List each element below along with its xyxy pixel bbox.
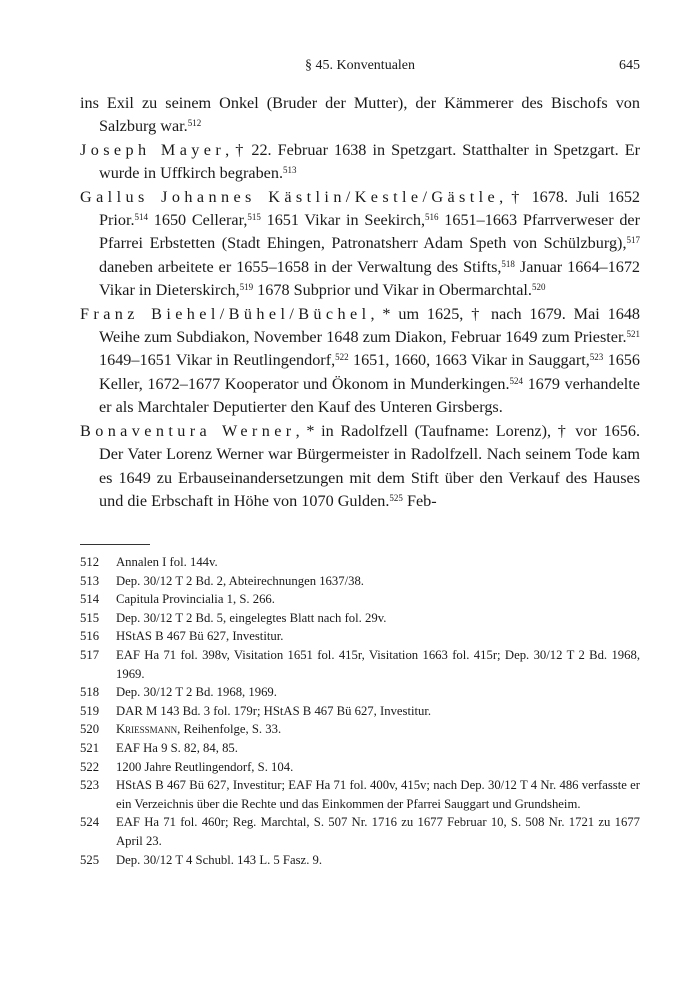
footnote-ref: 515 (247, 212, 261, 223)
footnote (80, 739, 640, 758)
person-name: Joseph Mayer (80, 140, 226, 159)
footnote-text: Dep. 30/12 T 2 Bd. 5, eingelegtes Blatt nach fol. 29v. (116, 610, 387, 625)
footnote (80, 627, 640, 646)
entry-joseph-mayer: Joseph Mayer, † 22. Februar 1638 in Spetzgart. Statthalter in Spetzgart. Er wurde in Uffkirch begraben.$^{513}$ (80, 140, 640, 183)
footnote-text: EAF Ha 71 fol. 460r; Reg. Marchtal, S. 507 Nr. 1716 zu 1677 Februar 10, S. 508 Nr. 1721 zu 1677 April 23. (116, 815, 640, 848)
entry-gallus-kaestlin: Gallus Johannes Kästlin/Kestle/Gästle, † 1678. Juli 1652 Prior.$^{514}$ 1650 Cellerar,$^{515}$ 1651 Vikar in Seekirch,$^{516}$ 1651–1663 Pfarrverweser der Pfarrei Erbstetten (Stadt Ehingen, Patronatsherr Adam Speth von Schülzburg),$^{517}$ daneben arbeitete er 1655–1658 in der Verwaltung des Stifts,$^{518}$ Januar 1664–1672 Vikar in Dieterskirch,$^{519}$ 1678 Subprior und Vikar in Obermarchtal.$^{520}$ (80, 187, 641, 300)
footnote-text: Dep. 30/12 T 2 Bd. 1968, 1969. (116, 685, 277, 700)
footnote (80, 776, 640, 813)
footnote-text: HStAS B 467 Bü 627, Investitur. (116, 629, 284, 644)
footnote-ref: 519 (239, 282, 254, 293)
footnote-text: Annalen I fol. 144v. (116, 555, 218, 569)
main-text (80, 92, 640, 513)
footnote-ref: 516 (425, 212, 439, 223)
footnote-ref: 523 (589, 352, 604, 363)
footnote-number: 524 (80, 815, 100, 830)
footnote-text: 1200 Jahre Reutlingendorf, S. 104. (116, 759, 294, 774)
footnote (80, 590, 640, 609)
footnote-number: 515 (80, 610, 100, 625)
footnote-text: Dep. 30/12 T 4 Schubl. 143 L. 5 Fasz. 9. (116, 852, 323, 867)
footnote (80, 553, 640, 572)
footnote-number: 516 (80, 629, 100, 644)
footnote-ref: 521 (626, 329, 640, 340)
footnote (80, 609, 640, 628)
footnote-ref: 513 (283, 165, 297, 176)
footnote-text: Capitula Provincialia 1, S. 266. (116, 592, 275, 607)
entry-franz-biehel: Franz Biehel/Bühel/Büchel, * um 1625, † nach 1679. Mai 1648 Weihe zum Subdiakon, November 1648 zum Diakon, Februar 1649 zum Priester.$^{521}$ 1649–1651 Vikar in Reutlingendorf,$^{522}$ 1651, 1660, 1663 Vikar in Sauggart,$^{523}$ 1656 Keller, 1672–1677 Kooperator und Ökonom in Munderkingen.$^{524}$ 1679 verhandelte er als Marchtaler Deputierter den Kauf des Unteren Girsbergs. (80, 304, 641, 417)
footnote-text: Dep. 30/12 T 2 Bd. 2, Abteirechnungen 1637/38. (116, 573, 364, 588)
footnote-number: 518 (80, 685, 100, 700)
footnote (80, 702, 640, 721)
footnote-ref: 512 (187, 118, 202, 129)
person-name: Bonaventura Werner (80, 421, 296, 440)
entry-bonaventura-werner: Bonaventura Werner, * in Radolfzell (Taufname: Lorenz), † vor 1656. Der Vater Lorenz Werner war Bürgermeister in Radolfzell. Nach seinem Tode kam es 1649 zu Erbauseinandersetzungen mit dem Stift über den Verkauf des Hauses und die Erbschaft in Höhe von 1070 Gulden.$^{525}$ Feb- (80, 421, 641, 510)
footnote (80, 720, 640, 739)
footnote (80, 646, 640, 683)
footnote-number: 521 (80, 740, 100, 755)
footnote-text: EAF Ha 9 S. 82, 84, 85. (116, 740, 238, 755)
footnote-number: 523 (80, 778, 100, 793)
footnote-ref: 520 (531, 282, 546, 293)
footnote-text: HStAS B 467 Bü 627, Investitur; EAF Ha 71 fol. 400v, 415v; nach Dep. 30/12 T 4 Nr. 486 verfasste er ein Verzeichnis über die Rechte und das Einkommen der Pfarrei Sauggart und Grundsheim. (116, 778, 640, 811)
footnote-number: 517 (80, 647, 100, 662)
page-header (80, 58, 640, 78)
footnote-number: 514 (80, 592, 100, 607)
footnote (80, 572, 640, 591)
footnote (80, 683, 640, 702)
footnote-text: EAF Ha 71 fol. 398v, Visitation 1651 fol. 415r, Visitation 1663 fol. 415r; Dep. 30/12 T 2 Bd. 1968, 1969. (116, 647, 640, 681)
footnote-ref: 522 (335, 352, 349, 363)
author-name: Kriessmann (116, 722, 178, 737)
footnote-number: 513 (80, 573, 100, 588)
footnote-number: 512 (80, 555, 100, 569)
footnote-separator (80, 544, 150, 545)
entry-continuation: ins Exil zu seinem Onkel (Bruder der Mutter), der Kämmerer des Bischofs von Salzburg war.$^{512}$ (80, 94, 640, 136)
footnote-text: Kriessmann, Reihenfolge, S. 33. (116, 722, 282, 737)
footnote-ref: 525 (389, 492, 403, 503)
person-name: Gallus Johannes Kästlin/Kestle/Gästle (80, 187, 500, 206)
footnote-number: 522 (80, 759, 100, 774)
footnote-ref: 524 (509, 375, 524, 386)
footnote (80, 813, 640, 850)
footnote-number: 525 (80, 852, 100, 867)
footnote-ref: 518 (501, 258, 515, 269)
footnotes (80, 553, 640, 869)
footnote-ref: 517 (626, 235, 640, 246)
footnote-number: 519 (80, 703, 100, 718)
footnote (80, 851, 640, 870)
running-head: § 45. Konventualen (304, 58, 416, 73)
footnote-number: 520 (80, 722, 100, 737)
footnote-text: DAR M 143 Bd. 3 fol. 179r; HStAS B 467 Bü 627, Investitur. (116, 703, 432, 718)
person-name: Franz Biehel/Bühel/Büchel (80, 304, 371, 323)
footnote-ref: 514 (134, 212, 149, 223)
page-number: 645 (619, 58, 640, 73)
footnote (80, 758, 640, 777)
